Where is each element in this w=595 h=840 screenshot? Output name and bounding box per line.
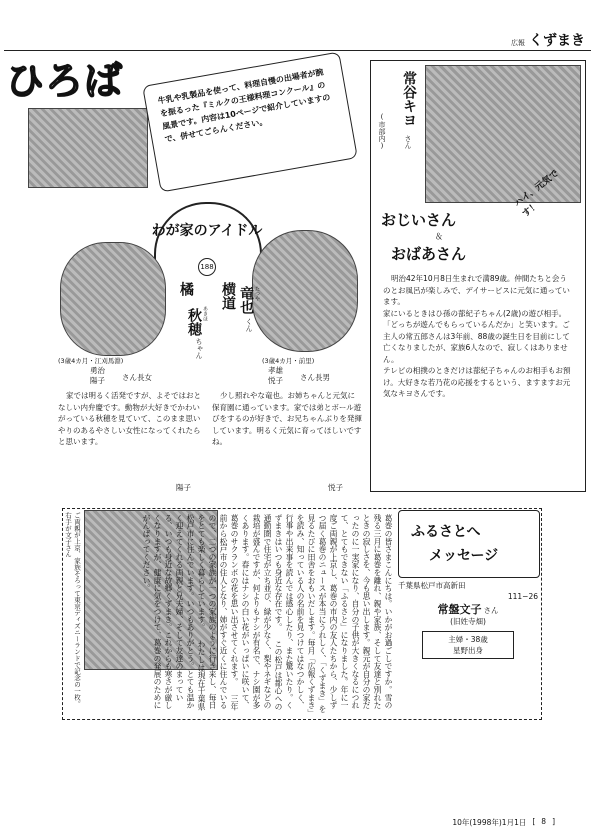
child1-body: 家では明るく活発ですが、よそではおとなしい内弁慶です。動物が大好きでかわいがっている秋穂を見ていて、このまま思いやりのあるやさしい女性になってくれたらと思います。 [58,391,201,446]
furusato-title-box [398,510,540,578]
child2-body: 少し照れやな竜也。お姉ちゃんと元気に保育園に通っています。家では弟とボール遊びをするのが好きで、お兄ちゃんぶりを発揮しています。明るく元気に育ってほしいですね。 [212,391,362,446]
furusato-origin: 星野出身 [453,646,483,655]
child2-father: 孝雄 [268,366,283,375]
child2-relation: さん長男 [300,373,330,382]
child1-parents [90,366,105,386]
footer-date: 10年(1998年)1月1日 [452,818,527,827]
idol-number-text: 188 [200,263,214,271]
furusato-body: 葛巻の皆さまこんにちは。いかがお過ごしですか。雪の残る三月に葛巻を離れ、親や家族、そして友達と別れたときの寂しさを、今も思い出します。親元が自分の家だったのに一実家になり、自分の子供が大きくなるにつれて、とてもできない「ふるさと」になりました。年に一度ご両親が上京し、葛巻の市内の友人たちから、少しずつ届く葛巻のニュースが本当にうれしく、「くずまき」を見るたびに田舎をおもいだします。毎月「広報くずまき」を読み、知っている人の名前を見つけてはなつかしく、行事や出来事を読んでは感心したり、また驚いたり。くずまきはいつも身近な存在です。 この松戸は都心への通勤圏で住宅が立ち並び、緑が少なく、梨やネギなどの栽培が盛んですが、何よりもナシが有名で、ナシ園が多くあります。春にはナシの白い花がいっぱいに咲いて、葛巻のサクランボの花を思い出させてくれます。 三年前から松戸市の住人となり、姉がすぐ近くに住んでいるので、二つの家族が一つの家族のように行き来し、毎日をとても楽しく暮らしています。 わたしは現在千葉県松戸市に住んでいます。いつもありがとう。とても温かく迎えてくれる両親と兄夫婦、そして友達のまっている、いつも身近な故郷くずまき。これからも寒さが厳しくなりますが、健康に気をつけて、葛巻の発展のためにがんばってください。 [142,514,393,713]
footer-page: 8 [541,817,547,826]
hiroba-title: ひろば [6,59,124,103]
child1-sign: 陽子 [176,483,191,492]
elder-headline2: おばあさん [391,245,467,263]
idol-section [4,186,364,500]
elder-box [370,60,586,492]
child2-furigana: たつや [254,286,260,301]
child1-age-place: (3歳4カ月・江刈馬淵) [58,357,124,365]
furusato-number: 111−26 [507,592,538,601]
hiroba-caption-box [142,51,358,192]
furusato-title2: メッセージ [429,548,499,564]
child2-parents [268,366,283,386]
child2-age-place: (3歳4カ月・前里) [262,357,315,365]
child1-mother: 陽子 [90,376,105,385]
elder-honor: さん [404,135,412,149]
elder-burst: ハイ、元気です！ [512,168,561,220]
furusato-address: 千葉県松戸市高新田 [398,581,466,590]
child2-family: 横道 [220,282,236,310]
furusato-sender-row [398,604,538,616]
furusato-job-age: 主婦・38歳 [448,635,488,644]
masthead-prefix: 広報 [511,39,525,47]
elder-headline1: おじいさん [381,211,457,229]
child1-honor: ちゃん [195,338,203,359]
child2-mother: 悦子 [268,376,283,385]
child1-photo [60,242,166,356]
child2-honor: くん [245,318,253,332]
masthead-name: くずまき [529,33,585,49]
furusato-body-continued [404,668,534,714]
masthead [511,30,585,50]
child2-sign: 悦子 [328,483,343,492]
elder-area: (市部内) [378,113,386,150]
furusato-title1: ふるさとへ [411,524,481,540]
child2-photo [252,230,358,352]
child1-furigana: あきほ [202,306,208,321]
elder-and: ＆ [435,232,443,241]
furusato-sender: 常盤文子 [437,603,482,616]
furusato-sender-block [398,580,538,659]
child2-given: 竜也 [238,286,254,314]
child1-father: 勇治 [90,366,105,375]
elder-body: 明治42年10月8日生まれで満89歳。仲間たちと会うのとお風呂が楽しみで、デイサービスに元気に通っています。 家にいるときはひ孫の蔀紀子ちゃん(2歳)の遊び相手。「どっちが遊んでもらっているんだか」と笑います。ご主人の常五郎さんは3年前、88歳の誕生日を目前にして亡くなりましたが、家族6人なので、寂しくはありません。 テレビの相撲のときだけは蔀紀子ちゃんのお相手もお預け。大好きな若乃花の応援をするという、ますますお元気なキヨさんです。 [383,274,571,398]
child1-family: 橘 [178,282,194,296]
idol-number [198,258,216,276]
furusato-former: (旧姓寺畑) [450,617,486,626]
elder-name: 常谷キヨ [401,71,417,127]
idol-title: わが家のアイドル [151,223,263,239]
disney-photo-caption: ご両親が上京、家族そろって東京ディズニーランドで記念の一枚。右手が文子さん [64,512,81,707]
footer-page-close: ] [552,817,555,826]
child1-given: 秋穂 [186,308,202,336]
furusato-profile-box [422,631,514,659]
footer [452,817,555,828]
footer-page-open: [ [532,817,536,826]
idol-title-arch [154,202,262,294]
child1-relation: さん長女 [122,373,152,382]
furusato-honor: さん [483,606,499,615]
contest-photo [28,108,148,188]
hiroba-caption: 牛乳や乳製品を使って、料理自慢の出場者が腕を振るった『ミルクの王様料理コンクール』の風景です。内容は10ページで紹介していますので、併せてごらんください。 [157,67,332,145]
